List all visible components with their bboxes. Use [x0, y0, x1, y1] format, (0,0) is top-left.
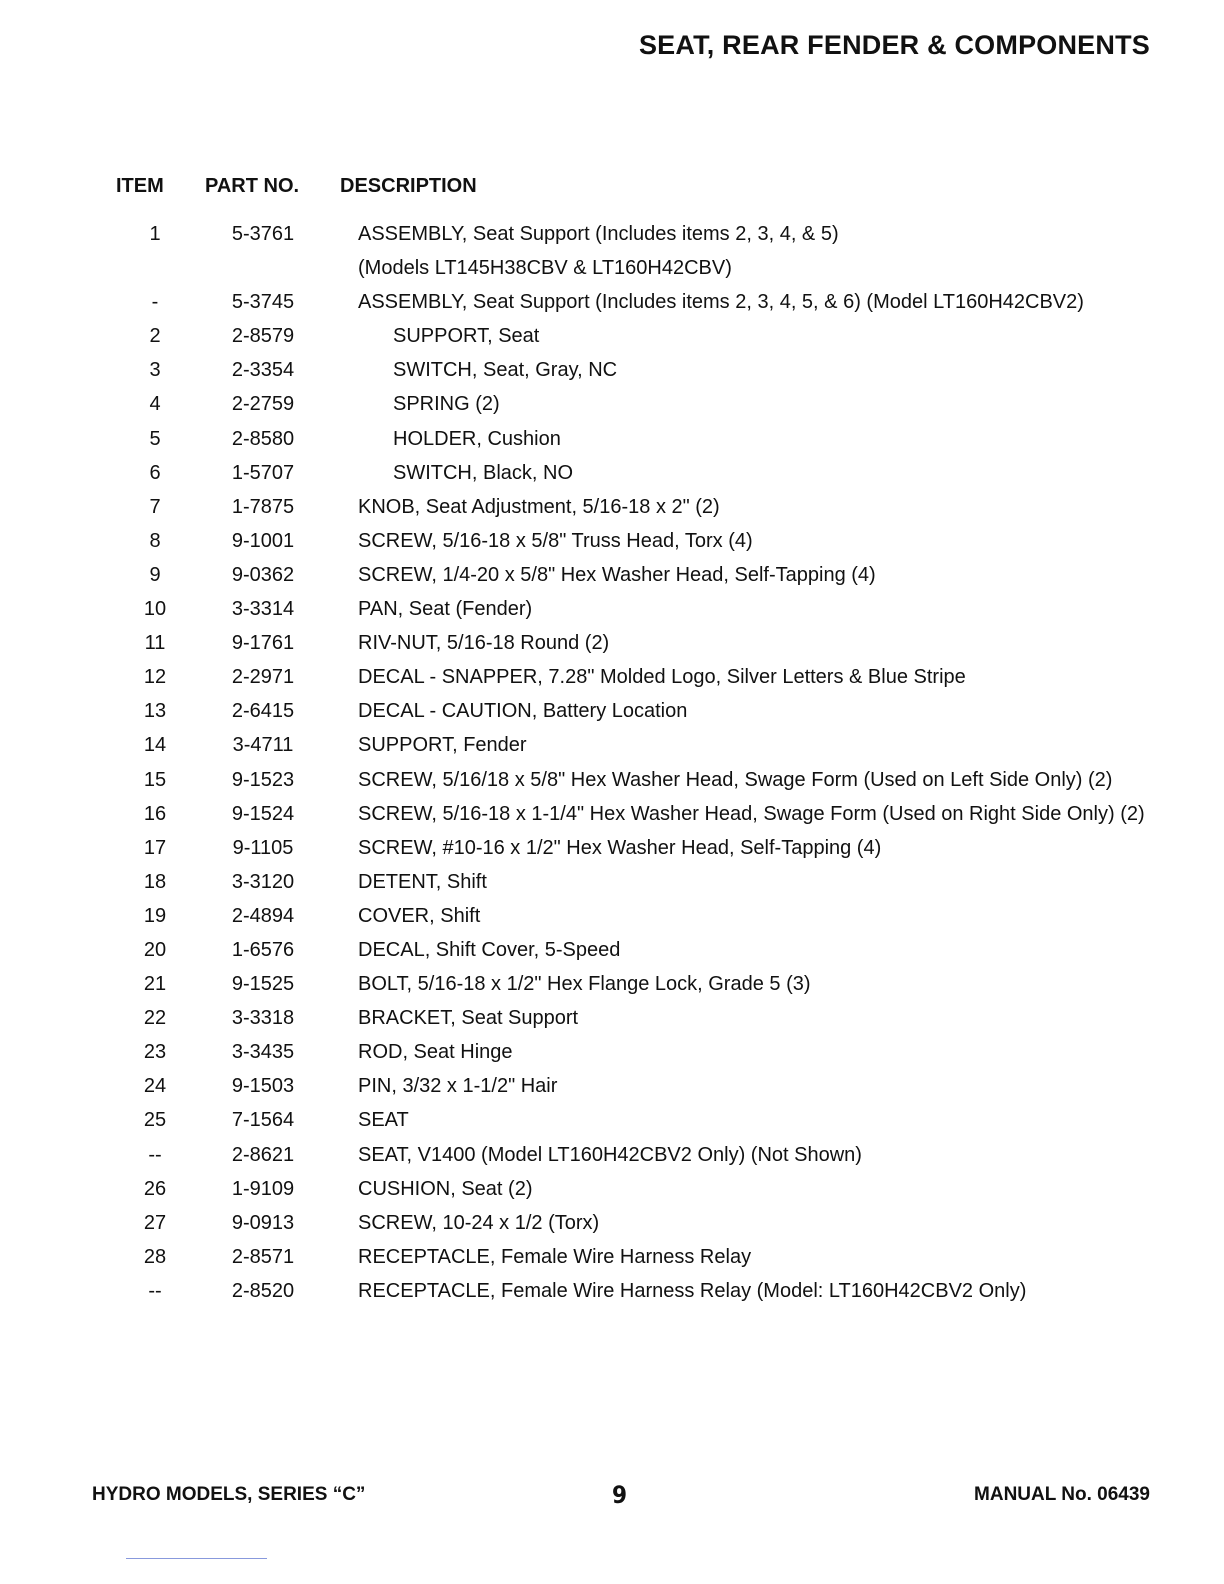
parts-row [0, 764, 1224, 798]
part-number: 7-1564 [231, 1109, 295, 1132]
part-description: HOLDER, Cushion [393, 427, 561, 450]
part-description: DECAL - SNAPPER, 7.28" Molded Logo, Silver Letters & Blue Stripe [358, 666, 966, 689]
part-number: 2-8621 [231, 1143, 295, 1166]
item-number: 15 [143, 768, 167, 791]
part-number: 9-1523 [231, 768, 295, 791]
item-number: 5 [149, 427, 161, 450]
parts-row [0, 934, 1224, 968]
manual-number: MANUAL No. 06439 [974, 1484, 1150, 1505]
part-number: 1-7875 [231, 495, 295, 518]
part-number: 2-8571 [231, 1245, 295, 1268]
part-description: SWITCH, Black, NO [393, 461, 574, 484]
part-number: 9-1525 [231, 973, 295, 996]
part-description: SCREW, 5/16/18 x 5/8" Hex Washer Head, Swage Form (Used on Left Side Only) (2) [358, 768, 1113, 791]
item-number: 27 [143, 1211, 167, 1234]
parts-row [0, 1104, 1224, 1138]
part-description: SWITCH, Seat, Gray, NC [393, 359, 618, 382]
parts-row [0, 457, 1224, 491]
parts-row [0, 1070, 1224, 1104]
parts-row [0, 729, 1224, 763]
part-description: RIV-NUT, 5/16-18 Round (2) [358, 632, 610, 655]
part-number: 9-1001 [231, 529, 295, 552]
item-number: 24 [143, 1075, 167, 1098]
part-description: COVER, Shift [358, 904, 481, 927]
part-description: CUSHION, Seat (2) [358, 1177, 533, 1200]
item-number: 4 [149, 393, 161, 416]
parts-row [0, 1173, 1224, 1207]
part-number: 2-2971 [231, 666, 295, 689]
parts-row [0, 866, 1224, 900]
page-title: SEAT, REAR FENDER & COMPONENTS [638, 30, 1150, 60]
item-number: 6 [149, 461, 161, 484]
item-number: - [151, 291, 159, 314]
item-number: 25 [143, 1109, 167, 1132]
part-number: 2-8579 [231, 325, 295, 348]
item-number: 20 [143, 938, 167, 961]
part-no-column-header: PART NO. [205, 175, 300, 197]
part-number: 9-1105 [232, 836, 294, 859]
description-column-header: DESCRIPTION [340, 175, 477, 197]
part-number: 9-1761 [231, 632, 295, 655]
item-number: 14 [143, 734, 167, 757]
part-number: 9-1524 [231, 802, 295, 825]
parts-row [0, 218, 1224, 252]
part-number: 1-5707 [231, 461, 295, 484]
part-number: 5-3745 [231, 291, 295, 314]
part-description: SPRING (2) [393, 393, 500, 416]
part-number: 2-8520 [231, 1279, 295, 1302]
item-number: 12 [143, 666, 167, 689]
part-number: 2-8580 [231, 427, 295, 450]
item-number: 26 [143, 1177, 167, 1200]
item-number: 7 [149, 495, 161, 518]
item-number: 11 [144, 632, 166, 655]
parts-list [0, 218, 1224, 1309]
part-description: (Models LT145H38CBV & LT160H42CBV) [358, 257, 732, 280]
part-description: SCREW, 10-24 x 1/2 (Torx) [358, 1211, 600, 1234]
parts-row [0, 320, 1224, 354]
part-description: SEAT, V1400 (Model LT160H42CBV2 Only) (Not Shown) [358, 1143, 862, 1166]
part-description: PIN, 3/32 x 1-1/2" Hair [358, 1075, 558, 1098]
part-number: 2-3354 [231, 359, 295, 382]
parts-row [0, 593, 1224, 627]
footer-models: HYDRO MODELS, SERIES “C” [92, 1484, 366, 1505]
item-number: 18 [143, 870, 167, 893]
item-number: 10 [143, 598, 167, 621]
item-number: 16 [143, 802, 167, 825]
scan-artifact-line [126, 1558, 267, 1559]
part-number: 3-4711 [232, 734, 294, 757]
item-number: 28 [143, 1245, 167, 1268]
part-description: SCREW, #10-16 x 1/2" Hex Washer Head, Self-Tapping (4) [358, 836, 882, 859]
part-description: BOLT, 5/16-18 x 1/2" Hex Flange Lock, Grade 5 (3) [358, 973, 811, 996]
part-number: 5-3761 [231, 223, 295, 245]
parts-row [0, 661, 1224, 695]
part-description: ROD, Seat Hinge [358, 1041, 513, 1064]
part-number: 3-3318 [231, 1007, 295, 1030]
item-number: 13 [143, 700, 167, 723]
part-description: ASSEMBLY, Seat Support (Includes items 2, 3, 4, 5, & 6) (Model LT160H42CBV2) [358, 291, 1084, 314]
parts-row [0, 559, 1224, 593]
part-number: 2-4894 [231, 904, 295, 927]
parts-row [0, 695, 1224, 729]
parts-row [0, 388, 1224, 422]
part-number: 1-6576 [231, 938, 295, 961]
part-description: DECAL, Shift Cover, 5-Speed [358, 938, 621, 961]
parts-row [0, 627, 1224, 661]
item-number: -- [148, 1279, 162, 1302]
part-description: KNOB, Seat Adjustment, 5/16-18 x 2" (2) [358, 495, 720, 518]
part-number: 2-2759 [231, 393, 295, 416]
item-number: 8 [149, 529, 161, 552]
item-number: 9 [149, 563, 161, 586]
part-description: SUPPORT, Fender [358, 734, 527, 757]
part-number: 3-3435 [231, 1041, 295, 1064]
part-description: SCREW, 5/16-18 x 1-1/4" Hex Washer Head, Swage Form (Used on Right Side Only) (2) [358, 802, 1145, 825]
parts-row [0, 252, 1224, 286]
parts-row [0, 354, 1224, 388]
parts-row [0, 968, 1224, 1002]
parts-row [0, 491, 1224, 525]
parts-row [0, 1275, 1224, 1309]
parts-row [0, 423, 1224, 457]
item-number: 1 [149, 223, 161, 245]
item-number: 17 [143, 836, 167, 859]
part-description: DECAL - CAUTION, Battery Location [358, 700, 688, 723]
parts-row [0, 832, 1224, 866]
item-number: 19 [143, 904, 167, 927]
item-number: 22 [143, 1007, 167, 1030]
item-column-header: ITEM [116, 175, 164, 197]
parts-row [0, 525, 1224, 559]
item-number: 21 [143, 973, 167, 996]
part-description: RECEPTACLE, Female Wire Harness Relay (Model: LT160H42CBV2 Only) [358, 1279, 1027, 1302]
part-description: PAN, Seat (Fender) [358, 598, 533, 621]
page-footer [0, 1481, 1224, 1514]
page-number: 9 [612, 1481, 628, 1509]
part-number: 3-3314 [231, 598, 295, 621]
part-description: SUPPORT, Seat [393, 325, 540, 348]
item-number: 23 [143, 1041, 167, 1064]
part-description: SEAT [358, 1109, 409, 1132]
parts-row [0, 1002, 1224, 1036]
part-number: 9-0362 [231, 563, 295, 586]
part-number: 2-6415 [231, 700, 295, 723]
part-number: 3-3120 [231, 870, 295, 893]
part-number: 9-0913 [231, 1211, 295, 1234]
part-description: SCREW, 5/16-18 x 5/8" Truss Head, Torx (4) [358, 529, 753, 552]
part-description: SCREW, 1/4-20 x 5/8" Hex Washer Head, Self-Tapping (4) [358, 563, 876, 586]
parts-row [0, 286, 1224, 320]
parts-row [0, 1139, 1224, 1173]
parts-row [0, 1036, 1224, 1070]
parts-row [0, 798, 1224, 832]
part-description: RECEPTACLE, Female Wire Harness Relay [358, 1245, 752, 1268]
parts-row [0, 1207, 1224, 1241]
part-number: 9-1503 [231, 1075, 295, 1098]
item-number: 2 [149, 325, 161, 348]
part-description: BRACKET, Seat Support [358, 1007, 579, 1030]
column-headers [0, 175, 1224, 201]
parts-row [0, 900, 1224, 934]
item-number: -- [148, 1143, 162, 1166]
part-description: DETENT, Shift [358, 870, 487, 893]
part-number: 1-9109 [231, 1177, 295, 1200]
part-description: ASSEMBLY, Seat Support (Includes items 2, 3, 4, & 5) [358, 223, 839, 245]
item-number: 3 [149, 359, 161, 382]
parts-row [0, 1241, 1224, 1275]
